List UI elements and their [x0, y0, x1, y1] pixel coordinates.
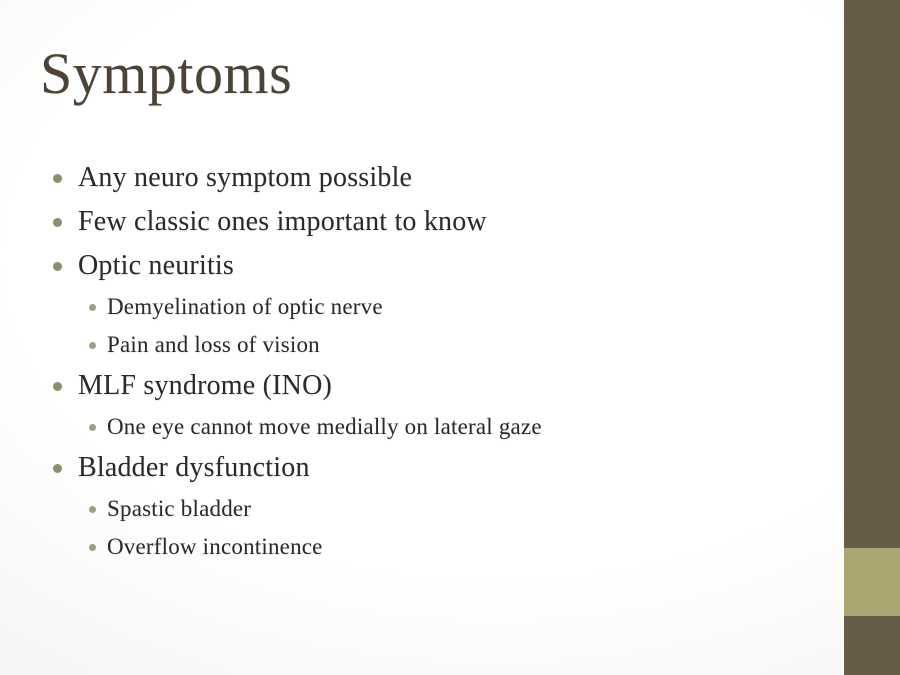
bullet-dot-icon: [89, 544, 96, 551]
slide-title: Symptoms: [40, 41, 293, 106]
bullet-item: [40, 326, 830, 364]
bullet-text: Spastic bladder: [107, 496, 252, 521]
bullet-item: [40, 200, 830, 244]
right-accent-band: [842, 0, 900, 675]
bullet-item: [40, 408, 830, 446]
bullet-text: Overflow incontinence: [107, 534, 323, 559]
bullet-dot-icon: [89, 342, 96, 349]
bullet-text: Pain and loss of vision: [107, 332, 320, 357]
bullet-dot-icon: [53, 382, 62, 391]
bullet-item: [40, 446, 830, 490]
bullet-dot-icon: [53, 174, 62, 183]
right-accent-band-highlight: [844, 548, 900, 616]
bullet-text: Demyelination of optic nerve: [107, 294, 383, 319]
bullet-dot-icon: [89, 304, 96, 311]
bullet-dot-icon: [53, 218, 62, 227]
bullet-item: [40, 490, 830, 528]
bullet-item: [40, 288, 830, 326]
bullet-dot-icon: [89, 506, 96, 513]
bullet-text: Bladder dysfunction: [78, 452, 310, 483]
bullet-text: Any neuro symptom possible: [78, 162, 413, 193]
bullet-dot-icon: [53, 464, 62, 473]
bullet-dot-icon: [89, 424, 96, 431]
bullet-text: One eye cannot move medially on lateral gaze: [107, 414, 542, 439]
bullet-text: Optic neuritis: [78, 250, 234, 281]
bullet-item: [40, 156, 830, 200]
bullet-list: [40, 156, 830, 566]
bullet-item: [40, 528, 830, 566]
bullet-item: [40, 244, 830, 288]
bullet-text: Few classic ones important to know: [78, 206, 487, 237]
bullet-item: [40, 364, 830, 408]
bullet-text: MLF syndrome (INO): [78, 370, 333, 401]
bullet-dot-icon: [53, 262, 62, 271]
